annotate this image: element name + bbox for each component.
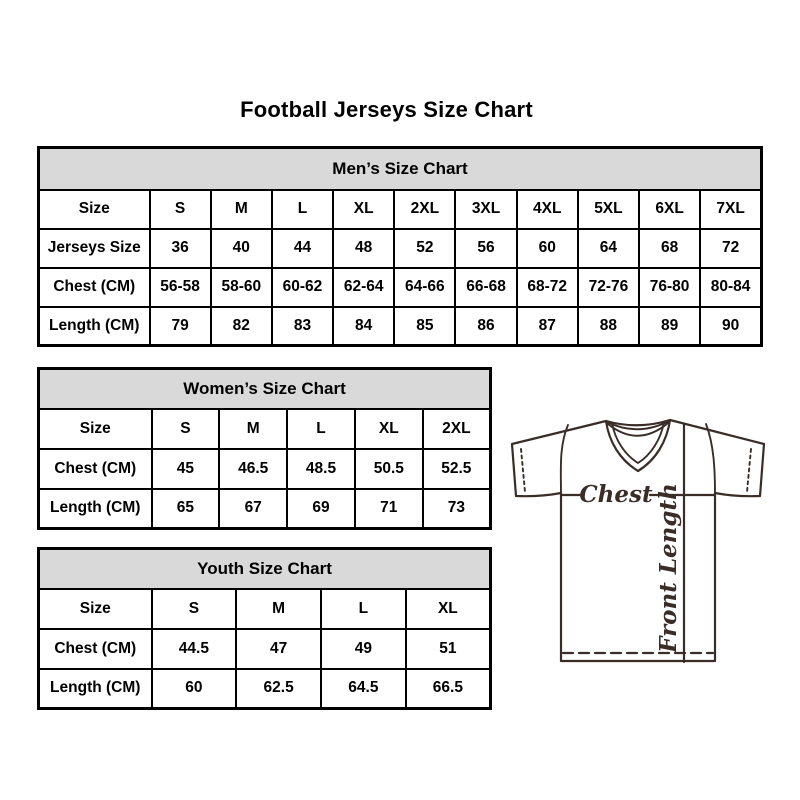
cell-value: 71 <box>355 489 423 529</box>
cell-value: 45 <box>152 449 220 489</box>
right-cuff-dashed-line <box>747 449 751 492</box>
cell-value: 64 <box>578 229 639 268</box>
row-label: Size <box>39 409 152 449</box>
cell-value: 56 <box>455 229 516 268</box>
cell-value: 48.5 <box>287 449 355 489</box>
cell-value: 40 <box>211 229 272 268</box>
cell-value: 86 <box>455 307 516 346</box>
cell-value: 62-64 <box>333 268 394 307</box>
cell-value: 87 <box>517 307 578 346</box>
cell-value: 60 <box>517 229 578 268</box>
cell-value: 3XL <box>455 190 516 229</box>
cell-value: 6XL <box>639 190 700 229</box>
table-header-row <box>39 549 491 589</box>
cell-value: XL <box>333 190 394 229</box>
youth-size-table <box>37 547 492 710</box>
cell-value: 64.5 <box>321 669 406 709</box>
table-row <box>39 449 491 489</box>
cell-value: 64-66 <box>394 268 455 307</box>
cell-value: 68 <box>639 229 700 268</box>
cell-value: 56-58 <box>150 268 211 307</box>
table-row <box>39 409 491 449</box>
cell-value: 50.5 <box>355 449 423 489</box>
cell-value: 44.5 <box>152 629 237 669</box>
cell-value: 72 <box>700 229 761 268</box>
cell-value: 36 <box>150 229 211 268</box>
table-title: Men’s Size Chart <box>39 148 762 190</box>
cell-value: L <box>272 190 333 229</box>
cell-value: 5XL <box>578 190 639 229</box>
cell-value: L <box>287 409 355 449</box>
jersey-outline-shape <box>512 420 764 661</box>
cell-value: XL <box>406 589 491 629</box>
front-length-label: Front Length <box>655 483 682 653</box>
cell-value: 72-76 <box>578 268 639 307</box>
row-label: Chest (CM) <box>39 449 152 489</box>
cell-value: 80-84 <box>700 268 761 307</box>
left-cuff-dashed-line <box>521 449 525 492</box>
cell-value: 46.5 <box>219 449 287 489</box>
cell-value: XL <box>355 409 423 449</box>
table-title: Youth Size Chart <box>39 549 491 589</box>
chest-label: Chest <box>579 481 653 508</box>
row-label: Size <box>39 190 150 229</box>
cell-value: 52.5 <box>423 449 491 489</box>
cell-value: 2XL <box>394 190 455 229</box>
table-title: Women’s Size Chart <box>39 369 491 409</box>
table-header-row <box>39 369 491 409</box>
table-row <box>39 268 762 307</box>
row-label: Chest (CM) <box>39 629 152 669</box>
row-label: Length (CM) <box>39 489 152 529</box>
cell-value: 76-80 <box>639 268 700 307</box>
cell-value: 90 <box>700 307 761 346</box>
cell-value: 73 <box>423 489 491 529</box>
table-row <box>39 229 762 268</box>
cell-value: S <box>150 190 211 229</box>
row-label: Length (CM) <box>39 669 152 709</box>
table-row <box>39 190 762 229</box>
cell-value: M <box>211 190 272 229</box>
cell-value: 83 <box>272 307 333 346</box>
table-row <box>39 307 762 346</box>
page-title: Football Jerseys Size Chart <box>240 97 533 122</box>
cell-value: 85 <box>394 307 455 346</box>
womens-size-table <box>37 367 492 530</box>
cell-value: 82 <box>211 307 272 346</box>
cell-value: 67 <box>219 489 287 529</box>
jersey-measurement-diagram <box>500 400 772 672</box>
cell-value: S <box>152 589 237 629</box>
cell-value: S <box>152 409 220 449</box>
cell-value: 7XL <box>700 190 761 229</box>
cell-value: 69 <box>287 489 355 529</box>
cell-value: M <box>236 589 321 629</box>
table-row <box>39 489 491 529</box>
table-row <box>39 589 491 629</box>
mens-size-table <box>37 146 763 347</box>
cell-value: 89 <box>639 307 700 346</box>
cell-value: 88 <box>578 307 639 346</box>
table-row <box>39 629 491 669</box>
cell-value: 48 <box>333 229 394 268</box>
left-sleeve-seam <box>561 425 568 493</box>
row-label: Length (CM) <box>39 307 150 346</box>
cell-value: 44 <box>272 229 333 268</box>
table-row <box>39 669 491 709</box>
cell-value: M <box>219 409 287 449</box>
right-sleeve-seam <box>706 424 715 493</box>
cell-value: 51 <box>406 629 491 669</box>
cell-value: 68-72 <box>517 268 578 307</box>
table-header-row <box>39 148 762 190</box>
cell-value: 62.5 <box>236 669 321 709</box>
cell-value: 2XL <box>423 409 491 449</box>
cell-value: 52 <box>394 229 455 268</box>
cell-value: 66-68 <box>455 268 516 307</box>
cell-value: 58-60 <box>211 268 272 307</box>
row-label: Size <box>39 589 152 629</box>
cell-value: 4XL <box>517 190 578 229</box>
cell-value: 79 <box>150 307 211 346</box>
row-label: Chest (CM) <box>39 268 150 307</box>
cell-value: 49 <box>321 629 406 669</box>
cell-value: L <box>321 589 406 629</box>
row-label: Jerseys Size <box>39 229 150 268</box>
cell-value: 60-62 <box>272 268 333 307</box>
collar-inner-v <box>612 422 664 463</box>
cell-value: 65 <box>152 489 220 529</box>
cell-value: 84 <box>333 307 394 346</box>
cell-value: 66.5 <box>406 669 491 709</box>
cell-value: 60 <box>152 669 237 709</box>
cell-value: 47 <box>236 629 321 669</box>
